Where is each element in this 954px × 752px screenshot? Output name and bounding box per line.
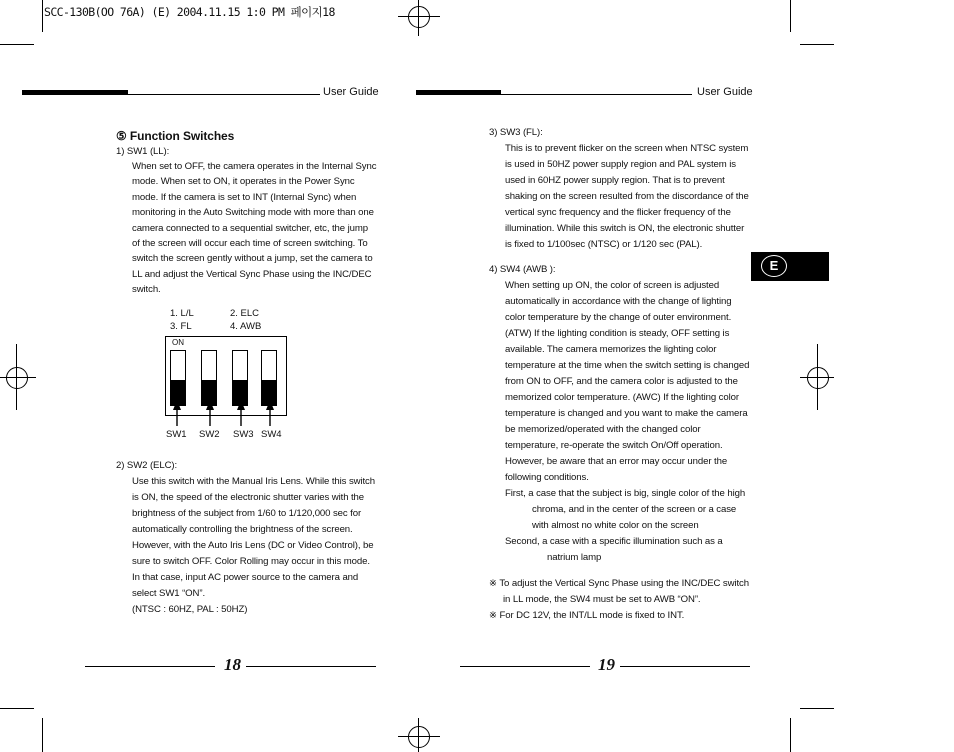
print-header: SCC-130B(OO 76A) (E) 2004.11.15 1:0 PM 페이지18: [44, 5, 335, 19]
registration-mark-icon: [800, 344, 840, 410]
note-dc-12v: ※ For DC 12V, the INT/LL mode is fixed to INT.: [489, 610, 685, 621]
second-case: Second, a case with a specific illumination such as a natrium lamp: [505, 536, 723, 563]
sw1-body: When set to OFF, the camera operates in the Internal Sync mode. When set to ON, it operates in the Power Sync mode. If the camera is set to INT (Internal Sync) when monitoring in the Auto Switching mode with more than one camera connected to a sequential switcher, etc, the jump of the screen will occur each time of screen switching. To switch the screen gently without a jump, set the camera to LL and adjust the Vertical Sync Phase using the INC/DEC switch.: [132, 161, 377, 296]
left-content: [116, 128, 378, 298]
crop-mark: [800, 708, 834, 709]
switch-label: SW2: [199, 429, 220, 440]
page-number: 18: [224, 655, 241, 674]
switch-arrows: [165, 398, 287, 428]
switch-label: SW4: [261, 429, 282, 440]
sw2-body3: (NTSC : 60HZ, PAL : 50HZ): [132, 604, 248, 615]
sw1-heading: 1) SW1 (LL):: [116, 146, 170, 157]
crop-mark: [790, 718, 791, 752]
header-bar: [22, 90, 128, 95]
crop-mark: [0, 708, 34, 709]
footer-rule: [620, 666, 750, 667]
sw4-body: When setting up ON, the color of screen is adjusted automatically in accordance with the change of lighting color temperature by the change of outer environment. (ATW) If the lighting condition is steady, OFF setting is available. The camera memorizes the lighting color temperature at the time when the switch setting is changed from ON to OFF, and the camera color is adjusted to the memorized color temperature. (AWC) If the lighting color temperature is changed and you want to make the camera be memorized/operated with the changed color temperature, re-operate the switch On/Off operation. However, be aware that an error may occur under the following conditions.: [505, 280, 750, 483]
note-vertical-sync: ※ To adjust the Vertical Sync Phase using the INC/DEC switch in LL mode, the SW4 must be set to AWB “ON”.: [489, 578, 749, 605]
footer-rule: [85, 666, 215, 667]
first-case: First, a case that the subject is big, single color of the high chroma, and in the center of the screen or a case with almost no white color on the screen: [505, 488, 746, 531]
sw3-body: This is to prevent flicker on the screen when NTSC system is used in 50HZ power supply region and PAL system is used in 60HZ power supply region. That is to prevent shaking on the screen resulted from the discordance of the vertical sync frequency and the flicker frequency of the illumination. While this switch is ON, the electronic shutter is fixed to 1/100sec (NTSC) or 1/120 sec (PAL).: [505, 143, 749, 250]
legend-item: 2. ELC: [230, 308, 260, 319]
tab-letter: E: [761, 255, 787, 277]
header-rule: [128, 94, 320, 95]
sw4-heading: 4) SW4 (AWB ):: [489, 264, 556, 275]
switch-label: SW1: [166, 429, 187, 440]
right-content: [489, 125, 751, 624]
legend-item: 1. L/L: [170, 308, 194, 319]
page-number: 19: [598, 655, 615, 674]
crop-mark: [790, 0, 791, 32]
legend-item: 3. FL: [170, 321, 192, 332]
header-label: User Guide: [323, 86, 379, 98]
section-title: ⑤ Function Switches: [116, 129, 235, 143]
footer-rule: [460, 666, 590, 667]
sw3-heading: 3) SW3 (FL):: [489, 127, 543, 138]
legend-item: 4. AWB: [230, 321, 262, 332]
section-tab: [751, 252, 829, 281]
crop-mark: [42, 718, 43, 752]
registration-mark-icon: [398, 0, 440, 40]
registration-mark-icon: [0, 344, 36, 410]
switch-label: SW3: [233, 429, 254, 440]
sw2-body2: In that case, input AC power source to the camera and select SW1 “ON”.: [132, 572, 359, 599]
sw2-section: [116, 458, 378, 618]
on-label: ON: [172, 338, 184, 347]
crop-mark: [0, 44, 34, 45]
sw2-body: Use this switch with the Manual Iris Lens. While this switch is ON, the speed of the electronic shutter varies with the brightness of the subject from 1/60 to 1/120,000 sec for automatically controlling the brightness of the screen. However, with the Auto Iris Lens (DC or Video Control), be sure to switch OFF. Color Rolling may occur in this mode.: [132, 476, 375, 567]
footer-rule: [246, 666, 376, 667]
crop-mark: [800, 44, 834, 45]
header-rule: [501, 94, 692, 95]
header-label: User Guide: [697, 86, 753, 98]
registration-mark-icon: [398, 716, 440, 752]
sw2-heading: 2) SW2 (ELC):: [116, 460, 178, 471]
header-bar: [416, 90, 501, 95]
crop-mark: [42, 0, 43, 32]
